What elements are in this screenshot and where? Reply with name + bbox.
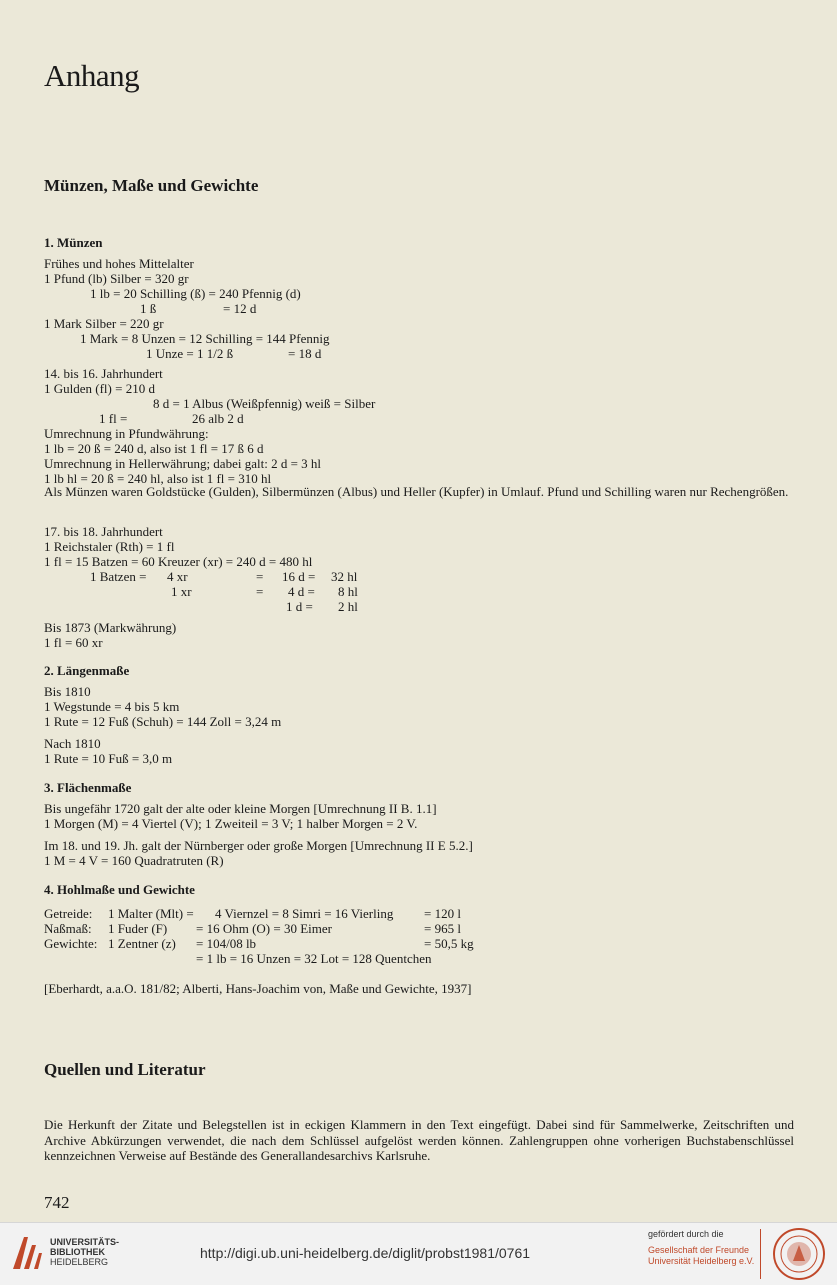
text-line: 1 fl = 60 xr xyxy=(44,635,103,650)
text-line: 1 Mark = 8 Unzen = 12 Schilling = 144 Pfennig xyxy=(80,331,330,346)
text-line: 1 Gulden (fl) = 210 d xyxy=(44,381,155,396)
text-line: 1 Zentner (z) xyxy=(108,936,176,951)
text-line: 1 Pfund (lb) Silber = 320 gr xyxy=(44,271,189,286)
text-line: Bis 1810 xyxy=(44,684,91,699)
text-line: 4 xr xyxy=(167,569,188,584)
text-line: 1 fl = xyxy=(99,411,128,426)
text-line: 1 ß xyxy=(140,301,157,316)
text-line: Bis 1873 (Markwährung) xyxy=(44,620,177,635)
text-line: = 18 d xyxy=(288,346,322,361)
text-line: Frühes und hohes Mittelalter xyxy=(44,256,194,271)
text-line: 8 hl xyxy=(338,584,358,599)
text-line: Naßmaß: xyxy=(44,921,92,936)
text-line: Umrechnung in Hellerwährung; dabei galt: 2 d = 3 hl xyxy=(44,456,322,471)
text-line: 1 lb = 20 ß = 240 d, also ist 1 fl = 17 ß 6 d xyxy=(44,441,264,456)
text-line: 1 lb = 20 Schilling (ß) = 240 Pfennig (d) xyxy=(90,286,301,301)
text-line: 1 Batzen = xyxy=(90,569,147,584)
text-line: = 1 lb = 16 Unzen = 32 Lot = 128 Quentchen xyxy=(196,951,432,966)
divider xyxy=(760,1229,761,1279)
section-heading-coins: Münzen, Maße und Gewichte xyxy=(44,176,259,195)
page-number: 742 xyxy=(44,1193,70,1212)
text-line: 16 d = xyxy=(282,569,316,584)
text-line: 14. bis 16. Jahrhundert xyxy=(44,366,163,381)
text-line: 4 Viernzel = 8 Simri = 16 Vierling xyxy=(215,906,394,921)
text-line: 1 lb hl = 20 ß = 240 hl, also ist 1 fl = 310 hl xyxy=(44,471,272,486)
subheading-areas: 3. Flächenmaße xyxy=(44,780,132,795)
text-line: = 50,5 kg xyxy=(424,936,474,951)
text-line: = xyxy=(256,584,264,599)
text-line: 2 hl xyxy=(338,599,358,614)
subheading-volumes-weights: 4. Hohlmaße und Gewichte xyxy=(44,882,195,897)
section-heading-sources: Quellen und Literatur xyxy=(44,1060,206,1079)
text-line: 1 Morgen (M) = 4 Viertel (V); 1 Zweiteil = 3 V; 1 halber Morgen = 2 V. xyxy=(44,816,418,831)
text-line: Getreide: xyxy=(44,906,93,921)
viewer-footer xyxy=(0,1222,837,1285)
text-line: 32 hl xyxy=(331,569,358,584)
text-line: = 12 d xyxy=(223,301,257,316)
text-line: 1 Malter (Mlt) = xyxy=(108,906,194,921)
text-line: 1 Mark Silber = 220 gr xyxy=(44,316,164,331)
text-line: = xyxy=(256,569,264,584)
text-line: 1 M = 4 V = 160 Quadratruten (R) xyxy=(44,853,224,868)
text-line: = 104/08 lb xyxy=(196,936,257,951)
text-line: 1 d = xyxy=(286,599,313,614)
text-line: = 16 Ohm (O) = 30 Eimer xyxy=(196,921,332,936)
text-line: = 965 l xyxy=(424,921,461,936)
text-line: 1 Rute = 10 Fuß = 3,0 m xyxy=(44,751,173,766)
text-line: Bis ungefähr 1720 galt der alte oder kleine Morgen [Umrechnung II B. 1.1] xyxy=(44,801,437,816)
text-line: 26 alb 2 d xyxy=(192,411,244,426)
funded-by-label: gefördert durch die xyxy=(648,1229,724,1239)
text-line: = 120 l xyxy=(424,906,461,921)
society-name: Gesellschaft der Freunde Universität Heidelberg e.V. xyxy=(648,1245,755,1266)
text-line: 1 Wegstunde = 4 bis 5 km xyxy=(44,699,180,714)
text-line: 4 d = xyxy=(288,584,315,599)
citation: [Eberhardt, a.a.O. 181/82; Alberti, Hans-Joachim von, Maße und Gewichte, 1937] xyxy=(44,981,472,996)
text-line: 1 Reichstaler (Rth) = 1 fl xyxy=(44,539,175,554)
text-line: Im 18. und 19. Jh. galt der Nürnberger oder große Morgen [Umrechnung II E 5.2.] xyxy=(44,838,473,853)
permalink-url[interactable]: http://digi.ub.uni-heidelberg.de/diglit/probst1981/0761 xyxy=(200,1245,531,1261)
coins-note-paragraph: Als Münzen waren Goldstücke (Gulden), Silbermünzen (Albus) und Heller (Kupfer) in Umlauf. Pfund und Schilling waren nur Rechengrößen. xyxy=(44,484,789,499)
text-line: 1 Unze = 1 1/2 ß xyxy=(146,346,234,361)
text-line: Gewichte: xyxy=(44,936,98,951)
text-line: 8 d = 1 Albus (Weißpfennig) weiß = Silber xyxy=(153,396,376,411)
text-line: 1 Fuder (F) xyxy=(108,921,168,936)
library-logo-icon xyxy=(10,1233,44,1273)
text-line: 1 xr xyxy=(171,584,192,599)
text-line: Nach 1810 xyxy=(44,736,101,751)
university-seal-icon xyxy=(772,1227,826,1281)
library-name: UNIVERSITÄTS- BIBLIOTHEK HEIDELBERG xyxy=(50,1237,120,1267)
sources-paragraph: Die Herkunft der Zitate und Belegstellen ist in eckigen Klammern in den Text eingefügt. Dabei sind für Sammelwerke, Zeitschriften und Archive Abkürzungen verwendet, die nach dem Schlüssel aufgelöst werden können. Zahlengruppen ohne vorherigen Buchstabenschlüssel kennzeichnen Verweise auf Bestände des Generallandesarchivs Karlsruhe. xyxy=(44,1117,794,1163)
text-line: Umrechnung in Pfundwährung: xyxy=(44,426,209,441)
text-line: 1 fl = 15 Batzen = 60 Kreuzer (xr) = 240 d = 480 hl xyxy=(44,554,313,569)
subheading-coins: 1. Münzen xyxy=(44,235,103,250)
text-line: 17. bis 18. Jahrhundert xyxy=(44,524,163,539)
text-line: 1 Rute = 12 Fuß (Schuh) = 144 Zoll = 3,24 m xyxy=(44,714,282,729)
page-title: Anhang xyxy=(44,58,140,93)
subheading-lengths: 2. Längenmaße xyxy=(44,663,130,678)
